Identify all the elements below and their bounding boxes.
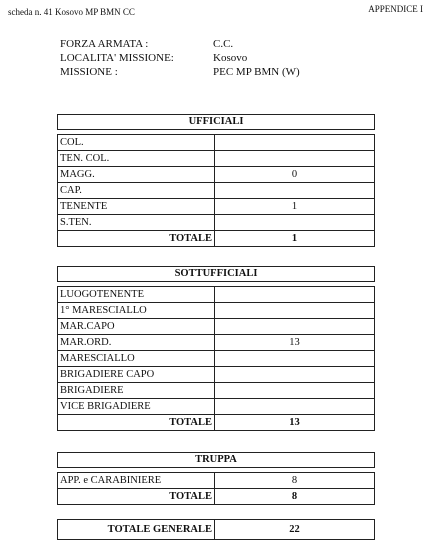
row-label: MAGG. [58,167,215,183]
total-row [58,489,375,505]
row-value [215,215,375,231]
row-label: MAR.CAPO [58,319,215,335]
grand-total-label: TOTALE GENERALE [58,520,215,540]
row-value [215,319,375,335]
appendix-label: APPENDICE I [368,4,423,14]
row-value [215,135,375,151]
row-label: S.TEN. [58,215,215,231]
total-label: TOTALE [58,415,215,431]
row-label: LUOGOTENENTE [58,287,215,303]
total-value: 13 [215,415,375,431]
row-label: TENENTE [58,199,215,215]
sottufficiali-table [57,266,375,431]
meta-row-missione [60,65,300,79]
row-value: 13 [215,335,375,351]
table-row [58,303,375,319]
row-value [215,383,375,399]
meta-value: PEC MP BMN (W) [213,66,300,78]
meta-label: FORZA ARMATA : [60,38,149,50]
grand-total-value: 22 [215,520,375,540]
row-value [215,287,375,303]
table-row [58,183,375,199]
row-label: MARESCIALLO [58,351,215,367]
row-label: BRIGADIERE CAPO [58,367,215,383]
section-title: UFFICIALI [58,115,375,130]
row-value [215,303,375,319]
row-label: CAP. [58,183,215,199]
row-label: TEN. COL. [58,151,215,167]
row-label: APP. e CARABINIERE [58,473,215,489]
row-value [215,399,375,415]
row-value: 1 [215,199,375,215]
row-value [215,351,375,367]
table-row [58,151,375,167]
row-label: BRIGADIERE [58,383,215,399]
table-row [58,199,375,215]
row-label: 1° MARESCIALLO [58,303,215,319]
row-value: 0 [215,167,375,183]
row-value: 8 [215,473,375,489]
table-row [58,335,375,351]
table-row [58,367,375,383]
table-row [58,319,375,335]
table-row [58,473,375,489]
total-row [58,231,375,247]
meta-label: LOCALITA' MISSIONE: [60,52,174,64]
total-label: TOTALE [58,489,215,505]
total-label: TOTALE [58,231,215,247]
row-value [215,367,375,383]
section-title: SOTTUFFICIALI [58,267,375,282]
row-value [215,151,375,167]
row-label: COL. [58,135,215,151]
table-row [58,287,375,303]
totale-generale-table [57,519,375,540]
table-row [58,135,375,151]
meta-label: MISSIONE : [60,66,118,78]
row-value [215,183,375,199]
mission-info [60,37,300,79]
meta-value: Kosovo [213,52,248,64]
meta-row-localita [60,51,300,65]
total-value: 8 [215,489,375,505]
section-title: TRUPPA [58,453,375,468]
table-row [58,351,375,367]
table-row [58,383,375,399]
grand-total-row [58,520,375,540]
table-row [58,167,375,183]
total-row [58,415,375,431]
row-label: VICE BRIGADIERE [58,399,215,415]
row-label: MAR.ORD. [58,335,215,351]
table-row [58,215,375,231]
document-reference: scheda n. 41 Kosovo MP BMN CC [8,7,135,17]
table-row [58,399,375,415]
truppa-table [57,452,375,505]
meta-row-forza-armata [60,37,300,51]
meta-value: C.C. [213,38,234,50]
ufficiali-table [57,114,375,247]
total-value: 1 [215,231,375,247]
